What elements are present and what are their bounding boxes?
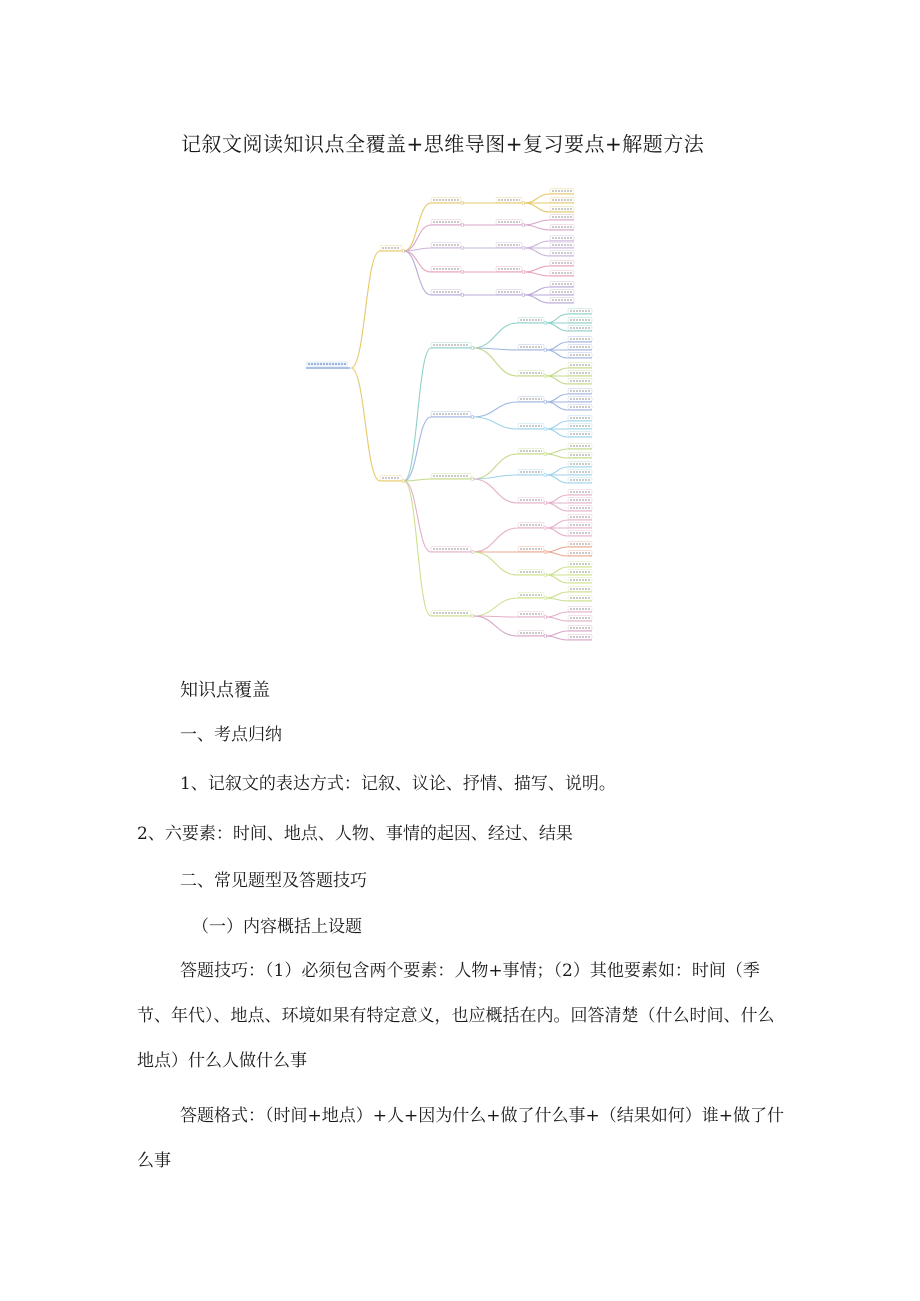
mind-map-link bbox=[473, 616, 518, 636]
mind-map-link bbox=[524, 287, 550, 295]
tips-paragraph: 答题技巧：（1）必须包含两个要素：人物+事情；（2）其他要素如：时间（季节、年代）、地点、环境如果有特定意义，也应概括在内。回答清楚（什么时间、什么地点）什么人做什么事 bbox=[137, 961, 775, 1071]
mind-map-link bbox=[546, 467, 568, 475]
mind-map-link bbox=[524, 220, 550, 225]
mind-map-link bbox=[524, 241, 550, 248]
document-title: 记叙文阅读知识点全覆盖+思维导图+复习要点+解题方法 bbox=[181, 132, 705, 156]
mind-map-svg bbox=[300, 182, 620, 642]
mind-map-link bbox=[546, 376, 568, 384]
mind-map-image bbox=[300, 182, 620, 642]
mind-map-link bbox=[473, 475, 518, 479]
mind-map-link bbox=[546, 314, 568, 323]
mind-map-link bbox=[546, 323, 568, 331]
mind-map-link bbox=[546, 421, 568, 429]
mind-map-link bbox=[404, 251, 431, 295]
mind-map-link bbox=[546, 552, 568, 556]
mind-map-link bbox=[546, 454, 568, 458]
mind-map-link bbox=[546, 402, 568, 410]
mind-map-link bbox=[546, 612, 568, 617]
point1-text: 1、记叙文的表达方式：记叙、议论、抒情、描写、说明。 bbox=[180, 774, 616, 794]
mind-map-link bbox=[546, 631, 568, 636]
mind-map-link bbox=[546, 567, 568, 575]
mind-map-link bbox=[546, 495, 568, 503]
mind-map-link bbox=[473, 479, 518, 503]
mind-map-link bbox=[404, 417, 431, 481]
point2-text: 2、六要素：时间、地点、人物、事情的起因、经过、结果 bbox=[137, 824, 573, 844]
mind-map-link bbox=[351, 251, 380, 368]
mind-map-link bbox=[546, 547, 568, 552]
mind-map-link bbox=[546, 528, 568, 536]
mind-map-link bbox=[524, 266, 550, 272]
mind-map-link bbox=[524, 272, 550, 276]
mind-map-link bbox=[473, 528, 518, 552]
mind-map-link bbox=[546, 350, 568, 358]
part2-heading: 二、常见题型及答题技巧 bbox=[180, 871, 367, 891]
mind-map-link bbox=[524, 194, 550, 203]
mind-map-link bbox=[524, 248, 550, 256]
mind-map-link bbox=[546, 592, 568, 598]
mind-map-link bbox=[524, 203, 550, 212]
format-paragraph: 答题格式：（时间+地点）+人+因为什么+做了什么事+（结果如何）谁+做了什么事 bbox=[137, 1106, 784, 1171]
part1-heading: 一、考点归纳 bbox=[180, 725, 282, 745]
mind-map-link bbox=[404, 251, 431, 272]
mind-map-link bbox=[546, 520, 568, 528]
mind-map-link bbox=[546, 368, 568, 376]
mind-map-link bbox=[524, 225, 550, 230]
mind-map-link bbox=[404, 203, 431, 251]
mind-map-link bbox=[546, 575, 568, 583]
mind-map-link bbox=[473, 552, 518, 575]
mind-map-link bbox=[546, 429, 568, 437]
mind-map-link bbox=[546, 617, 568, 621]
mind-map-link bbox=[473, 348, 518, 376]
mind-map-link bbox=[546, 449, 568, 454]
mind-map-link bbox=[473, 598, 518, 616]
mind-map-link bbox=[404, 481, 431, 616]
mind-map-link bbox=[473, 402, 518, 417]
mind-map-link bbox=[404, 348, 431, 481]
mind-map-link bbox=[473, 417, 518, 429]
mind-map-link bbox=[546, 636, 568, 640]
mind-map-link bbox=[546, 598, 568, 601]
mind-map-link bbox=[524, 295, 550, 303]
mind-map-link bbox=[351, 368, 380, 481]
mind-map-link bbox=[546, 503, 568, 511]
section-heading: 知识点覆盖 bbox=[180, 680, 270, 701]
mind-map-link bbox=[473, 323, 518, 348]
sub1-heading: （一）内容概括上设题 bbox=[192, 917, 362, 937]
mind-map-link bbox=[546, 394, 568, 402]
mind-map-link bbox=[546, 342, 568, 350]
mind-map-link bbox=[546, 475, 568, 483]
mind-map-link bbox=[404, 481, 431, 552]
